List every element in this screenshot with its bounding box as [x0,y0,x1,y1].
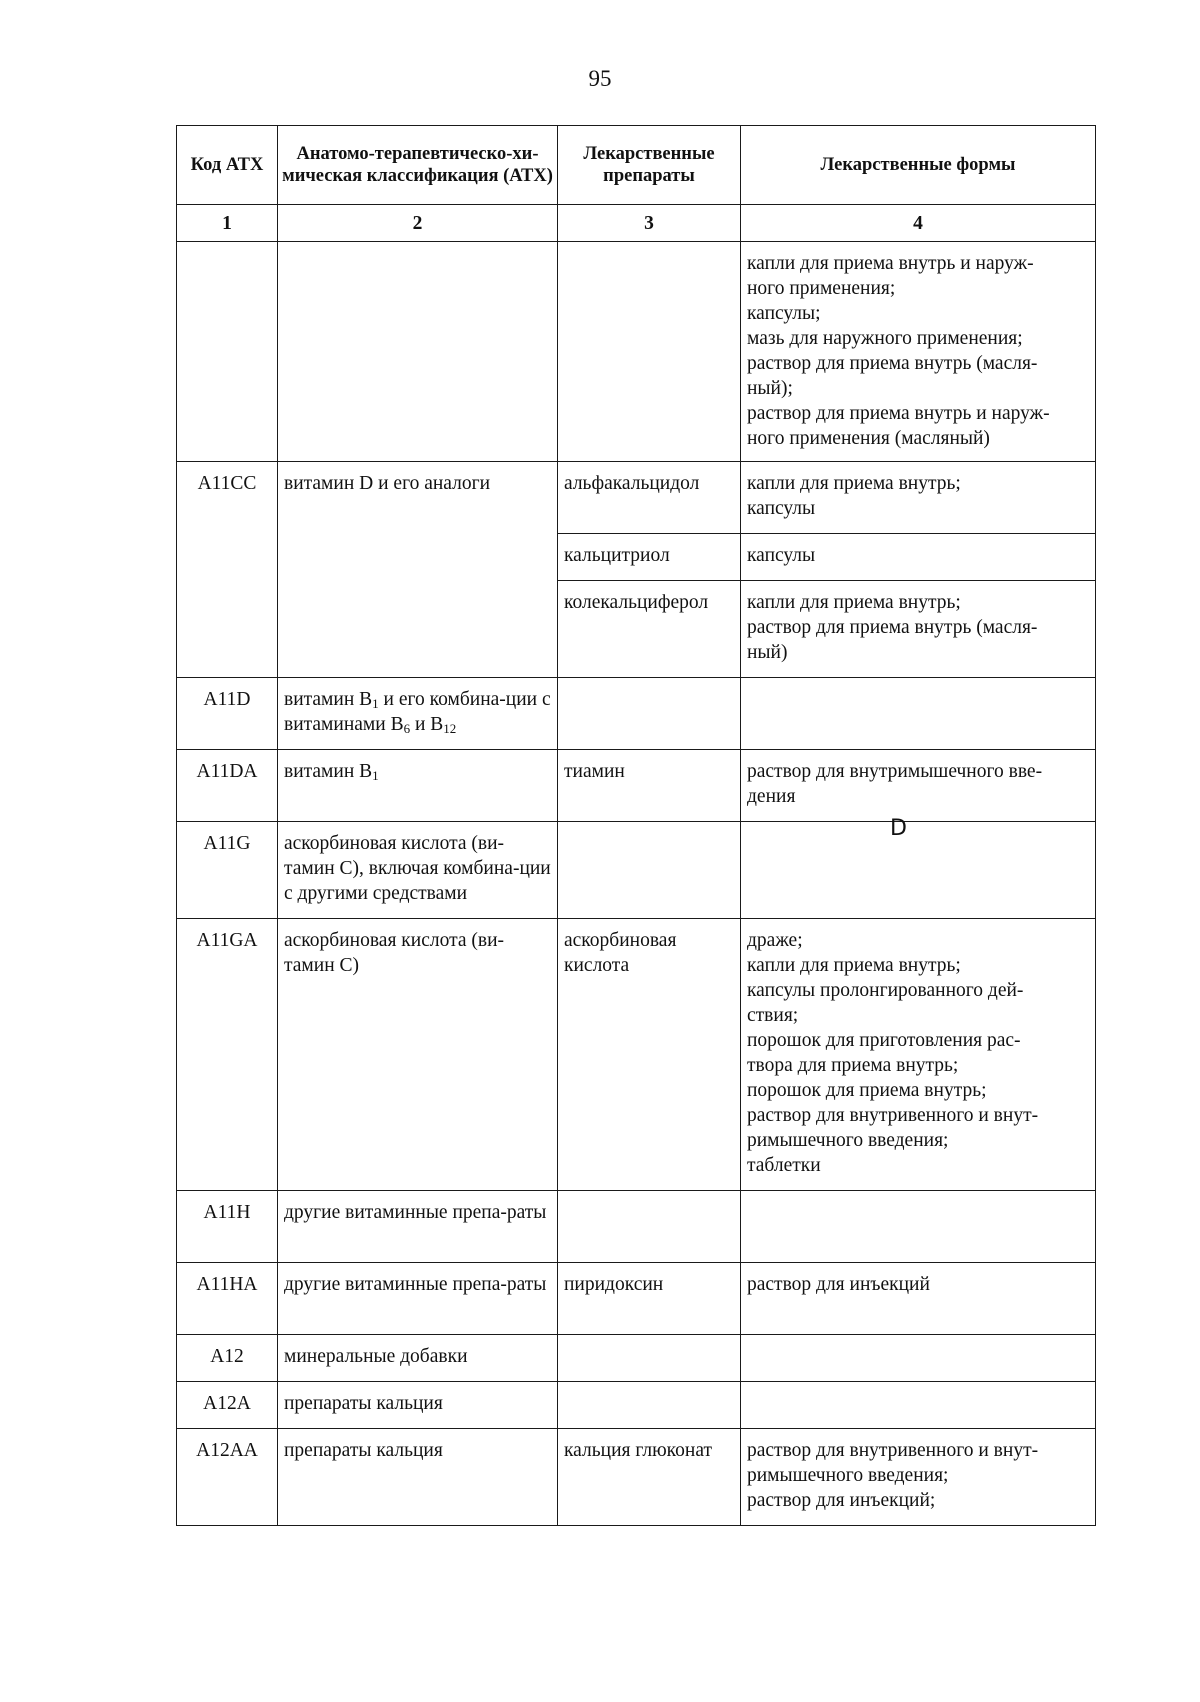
form-line: ного применения (масляный) [747,428,990,449]
code-cell: A11DA [177,750,278,822]
header-row [177,126,1096,205]
handwritten-mark: D [890,816,907,841]
form-line: капли для приема внутрь и наруж- [747,253,1034,274]
forms-cell [741,1191,1096,1263]
classification-cell: аскорбиновая кислота (ви-тамин C) [278,919,558,1191]
table-row [177,1191,1096,1263]
forms-cell [741,1263,1096,1335]
header-classification: Анатомо-терапевтическо-хи-мическая классификация (АТХ) [278,126,558,205]
drug-cell [558,1335,741,1382]
forms-cell [741,581,1096,678]
code-cell [177,242,278,462]
code-cell: A11D [177,678,278,750]
drug-cell: аскорбиновая кислота [558,919,741,1191]
classification-cell: препараты кальция [278,1382,558,1429]
code-cell: A11CC [177,462,278,678]
classification-text: и его комбина-ции с витаминами B [284,689,551,735]
subscript: 1 [372,768,379,783]
forms-cell [741,534,1096,581]
code-cell: A12AA [177,1429,278,1526]
classification-cell: другие витаминные препа-раты [278,1263,558,1335]
table-row [177,1335,1096,1382]
code-cell: A12A [177,1382,278,1429]
form-line: раствор для приема внутрь (масля- [747,617,1038,638]
form-line: капсулы [747,498,816,519]
column-number: 2 [278,205,558,242]
forms-cell [741,1429,1096,1526]
form-line: твора для приема внутрь; [747,1055,959,1076]
form-line: раствор для приема внутрь и наруж- [747,403,1050,424]
classification-cell: аскорбиновая кислота (ви-тамин C), включая комбина-ции с другими средствами [278,822,558,919]
atc-table [176,125,1096,1526]
classification-text: витамин B [284,689,373,710]
drug-cell: кальцитриол [558,534,741,581]
drug-cell: кальция глюконат [558,1429,741,1526]
form-line: раствор для внутривенного и внут- [747,1105,1039,1126]
form-line: капсулы пролонгированного дей- [747,980,1024,1001]
classification-cell: витамин D и его аналоги [278,462,558,678]
form-line: раствор для приема внутрь (масля- [747,353,1038,374]
form-line: капли для приема внутрь; [747,592,961,613]
code-cell: A11HA [177,1263,278,1335]
drug-cell [558,1382,741,1429]
forms-cell [741,678,1096,750]
drug-cell [558,242,741,462]
forms-cell [741,242,1096,462]
form-line: капли для приема внутрь; [747,955,961,976]
classification-cell: другие витаминные препа-раты [278,1191,558,1263]
drug-cell: тиамин [558,750,741,822]
forms-cell [741,1382,1096,1429]
form-line: дения [747,786,796,807]
classification-cell [278,750,558,822]
forms-cell [741,1335,1096,1382]
table-row [177,678,1096,750]
table-row [177,1382,1096,1429]
code-cell: A11G [177,822,278,919]
form-line: раствор для инъекций [747,1274,930,1295]
form-line: раствор для внутримышечного вве- [747,761,1043,782]
header-code: Код АТХ [177,126,278,205]
forms-cell [741,822,1096,919]
drug-cell [558,1191,741,1263]
code-cell: A11GA [177,919,278,1191]
form-line: таблетки [747,1155,821,1176]
form-line: ствия; [747,1005,799,1026]
forms-cell [741,462,1096,534]
form-line: ного применения; [747,278,896,299]
table-row [177,919,1096,1191]
form-line: ный); [747,378,793,399]
form-line: капсулы [747,545,816,566]
subscript: 6 [403,721,411,736]
form-line: раствор для инъекций; [747,1490,936,1511]
drug-cell: пиридоксин [558,1263,741,1335]
forms-cell [741,750,1096,822]
code-cell: A12 [177,1335,278,1382]
classification-cell: минеральные добавки [278,1335,558,1382]
column-number-row [177,205,1096,242]
table-row [177,1429,1096,1526]
form-line: капли для приема внутрь; [747,473,961,494]
form-line: мазь для наружного применения; [747,328,1023,349]
table-row [177,822,1096,919]
classification-text: витамин B [284,761,373,782]
code-cell: A11H [177,1191,278,1263]
table-row [177,462,1096,534]
form-line: ный) [747,642,788,663]
drug-cell: альфакальцидол [558,462,741,534]
form-line: драже; [747,930,803,951]
drug-cell [558,822,741,919]
forms-cell [741,919,1096,1191]
header-forms: Лекарственные формы [741,126,1096,205]
drug-cell: колекальциферол [558,581,741,678]
column-number: 4 [741,205,1096,242]
form-line: порошок для приема внутрь; [747,1080,987,1101]
subscript: 1 [372,696,379,711]
form-line: раствор для внутривенного и внут- [747,1440,1039,1461]
subscript: 12 [443,721,457,736]
classification-text: и B [410,714,444,735]
header-drugs: Лекарственные препараты [558,126,741,205]
column-number: 3 [558,205,741,242]
classification-cell [278,242,558,462]
page-number: 95 [588,66,612,91]
drug-cell [558,678,741,750]
form-line: римышечного введения; [747,1130,949,1151]
column-number: 1 [177,205,278,242]
table-row [177,242,1096,462]
form-line: капсулы; [747,303,821,324]
classification-cell [278,678,558,750]
form-line: порошок для приготовления рас- [747,1030,1021,1051]
table-row [177,1263,1096,1335]
form-line: римышечного введения; [747,1465,949,1486]
classification-cell: препараты кальция [278,1429,558,1526]
table-row [177,750,1096,822]
